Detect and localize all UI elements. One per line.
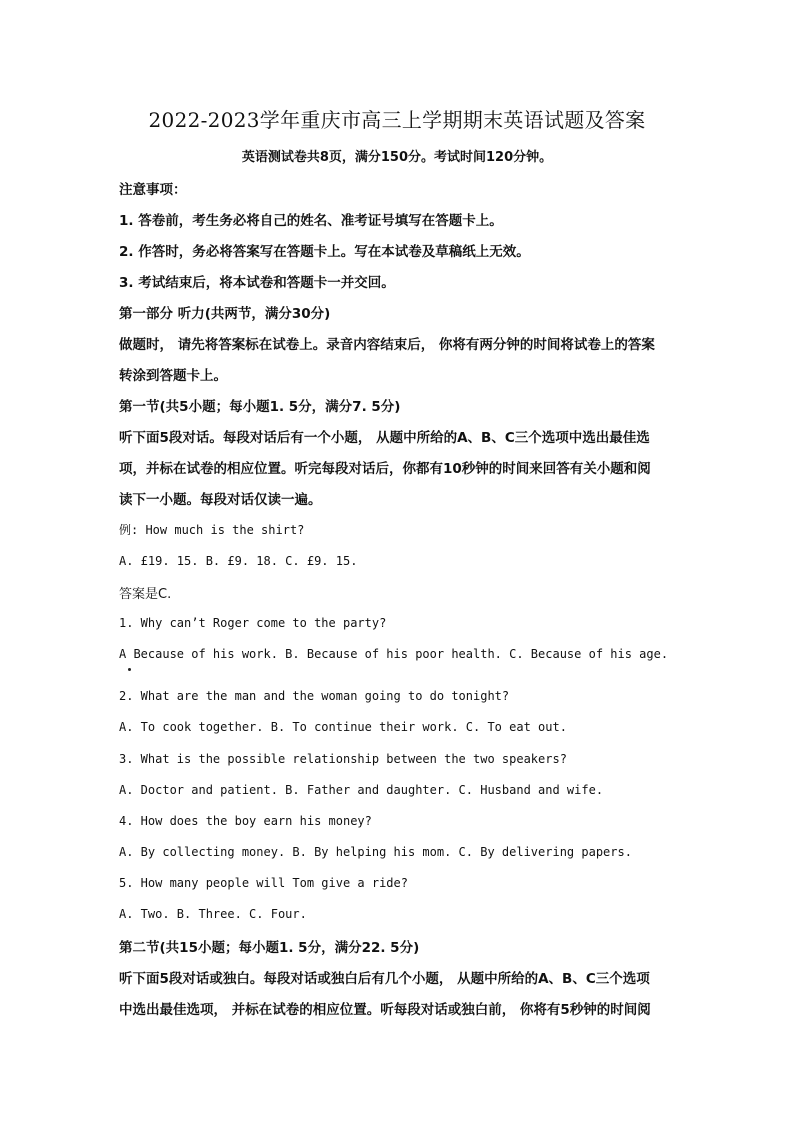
section1-heading: 第一节(共5小题；每小题1. 5分，满分7. 5分) [119, 399, 401, 415]
stray-dot [128, 668, 131, 671]
question-2: 2. What are the man and the woman going to do tonight? [119, 689, 510, 703]
section2-heading: 第二节(共15小题；每小题1. 5分，满分22. 5分) [119, 940, 420, 956]
example-options: A. £19. 15. B. £9. 18. C. £9. 15. [119, 554, 358, 568]
notice-item: 1. 答卷前，考生务必将自己的姓名、准考证号填写在答题卡上。 [119, 213, 503, 229]
part1-heading: 第一部分 听力(共两节，满分30分) [119, 306, 331, 322]
notice-item: 3. 考试结束后，将本试卷和答题卡一并交回。 [119, 275, 395, 291]
section1-instruction-line: 听下面5段对话。每段对话后有一个小题， 从题中所给的A、B、C三个选项中选出最佳选 [119, 430, 650, 446]
section1-instruction-line: 项，并标在试卷的相应位置。听完每段对话后，你都有10秒钟的时间来回答有关小题和阅 [119, 461, 651, 477]
question-4-options: A. By collecting money. B. By helping his mom. C. By delivering papers. [119, 845, 632, 859]
question-5: 5. How many people will Tom give a ride? [119, 876, 408, 890]
section2-instruction-line: 中选出最佳选项， 并标在试卷的相应位置。听每段对话或独白前， 你将有5秒钟的时间阅 [119, 1002, 651, 1018]
question-1-options: A Because of his work. B. Because of his poor health. C. Because of his age. [119, 647, 669, 661]
page-title: 2022-2023学年重庆市高三上学期期末英语试题及答案 [148, 108, 646, 132]
page-subtitle: 英语测试卷共8页，满分150分。考试时间120分钟。 [241, 150, 553, 165]
question-1: 1. Why can’t Roger come to the party? [119, 616, 387, 630]
section2-instruction-line: 听下面5段对话或独白。每段对话或独白后有几个小题， 从题中所给的A、B、C三个选项 [119, 971, 650, 987]
example-question: 例: How much is the shirt? [119, 523, 305, 537]
example-answer: 答案是C. [119, 587, 172, 602]
question-3: 3. What is the possible relationship between the two speakers? [119, 752, 567, 766]
notice-item: 2. 作答时，务必将答案写在答题卡上。写在本试卷及草稿纸上无效。 [119, 244, 530, 260]
question-5-options: A. Two. B. Three. C. Four. [119, 907, 307, 921]
part1-instruction-line: 转涂到答题卡上。 [119, 368, 227, 384]
question-3-options: A. Doctor and patient. B. Father and daughter. C. Husband and wife. [119, 783, 604, 797]
section1-instruction-line: 读下一小题。每段对话仅读一遍。 [119, 492, 322, 508]
question-2-options: A. To cook together. B. To continue their work. C. To eat out. [119, 720, 567, 734]
part1-instruction-line: 做题时， 请先将答案标在试卷上。录音内容结束后， 你将有两分钟的时间将试卷上的答案 [119, 337, 655, 353]
notice-heading: 注意事项： [119, 182, 187, 198]
question-4: 4. How does the boy earn his money? [119, 814, 372, 828]
